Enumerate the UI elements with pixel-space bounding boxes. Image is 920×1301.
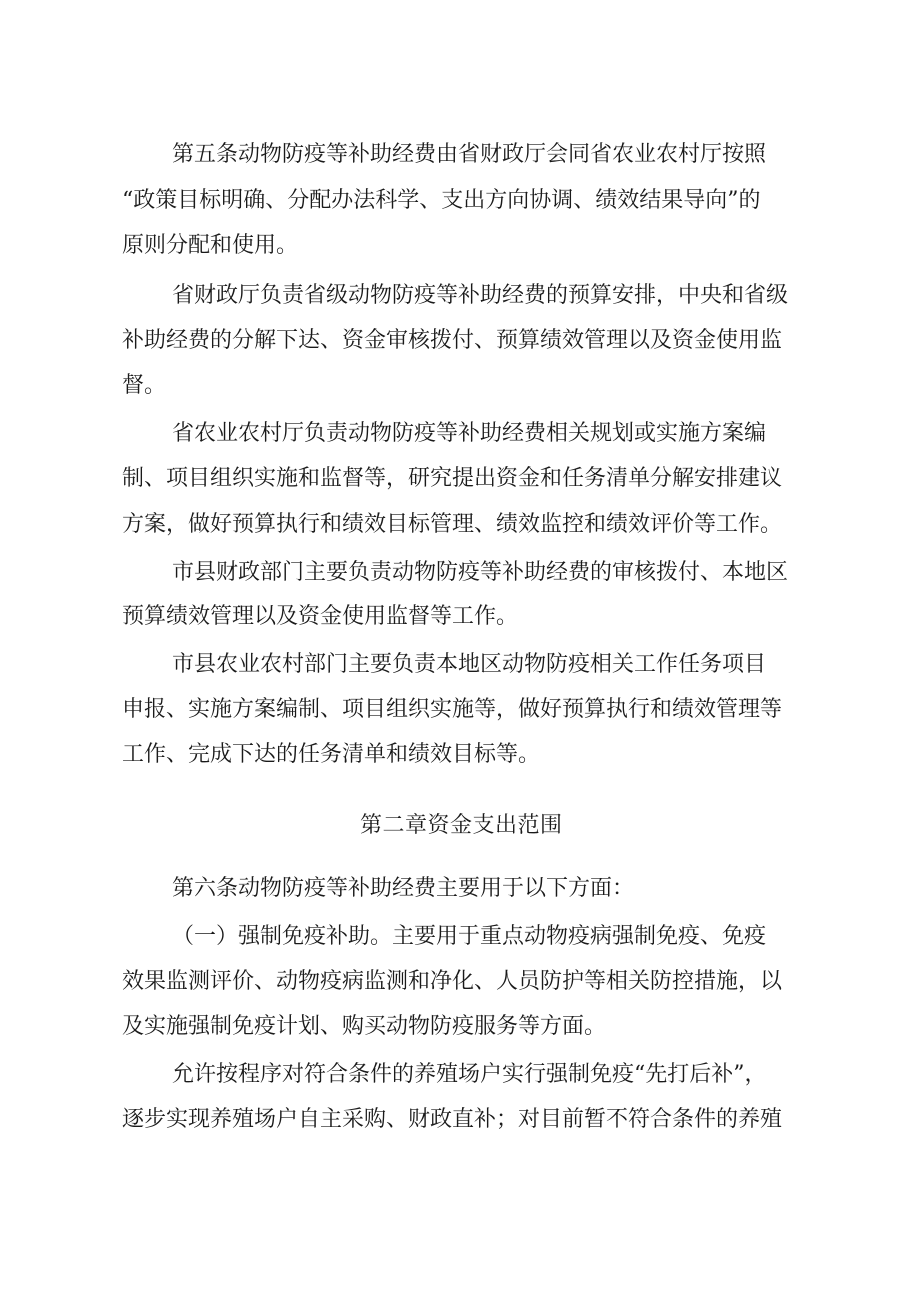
text-line: 补助经费的分解下达、资金审核拨付、预算绩效管理以及资金使用监	[122, 328, 783, 353]
text-line: 允许按程序对符合条件的养殖场户实行强制免疫“先打后补”，	[172, 1062, 767, 1087]
text-line: 第六条动物防疫等补助经费主要用于以下方面：	[172, 876, 635, 901]
text-line: 逐步实现养殖场户自主采购、财政直补；对目前暂不符合条件的养殖	[122, 1107, 783, 1132]
article-5-line-1	[0, 135, 920, 175]
text-line: 预算绩效管理以及资金使用监督等工作。	[122, 604, 519, 629]
item-1-line-1	[0, 917, 920, 957]
item-1-line-2	[0, 962, 920, 1002]
text-line: 申报、实施方案编制、项目组织实施等，做好预算执行和绩效管理等	[122, 697, 783, 722]
chapter-title: 第二章资金支出范围	[360, 813, 563, 838]
paragraph-county-agri-line-2	[0, 690, 920, 730]
paragraph-finance-dept-line-3	[0, 366, 920, 406]
text-line: 市县农业农村部门主要负责本地区动物防疫相关工作任务项目	[172, 652, 767, 677]
text-line: 省财政厅负责省级动物防疫等补助经费的预算安排，中央和省级	[172, 283, 789, 308]
paragraph-county-finance-line-1	[0, 553, 920, 593]
chapter-heading	[0, 806, 920, 846]
paragraph-finance-dept-line-2	[0, 321, 920, 361]
paragraph-agri-dept-line-2	[0, 459, 920, 499]
paragraph-county-agri-line-1	[0, 645, 920, 685]
article-6-line-1	[0, 869, 920, 909]
text-line: “政策目标明确、分配办法科学、支出方向协调、绩效结果导向”的	[122, 188, 761, 213]
text-line: 工作、完成下达的任务清单和绩效目标等。	[122, 742, 541, 767]
paragraph-vaccine-line-1	[0, 1055, 920, 1095]
text-line: （一）强制免疫补助。主要用于重点动物疫病强制免疫、免疫	[172, 924, 767, 949]
text-line: 第五条动物防疫等补助经费由省财政厅会同省农业农村厅按照	[172, 142, 767, 167]
paragraph-agri-dept-line-1	[0, 414, 920, 454]
text-line: 效果监测评价、动物疫病监测和净化、人员防护等相关防控措施，以	[122, 969, 783, 994]
text-line: 原则分配和使用。	[122, 233, 299, 258]
paragraph-agri-dept-line-3	[0, 505, 920, 545]
text-line: 市县财政部门主要负责动物防疫等补助经费的审核拨付、本地区	[172, 560, 789, 585]
text-line: 制、项目组织实施和监督等，研究提出资金和任务清单分解安排建议	[122, 466, 783, 491]
paragraph-county-finance-line-2	[0, 597, 920, 637]
paragraph-vaccine-line-2	[0, 1100, 920, 1140]
text-line: 省农业农村厅负责动物防疫等补助经费相关规划或实施方案编	[172, 421, 767, 446]
item-1-line-3	[0, 1007, 920, 1047]
text-line: 及实施强制免疫计划、购买动物防疫服务等方面。	[122, 1014, 607, 1039]
text-line: 督。	[122, 373, 167, 398]
article-5-line-2	[0, 181, 920, 221]
article-5-line-3	[0, 226, 920, 266]
paragraph-finance-dept-line-1	[0, 276, 920, 316]
text-line: 方案，做好预算执行和绩效目标管理、绩效监控和绩效评价等工作。	[122, 512, 783, 537]
paragraph-county-agri-line-3	[0, 735, 920, 775]
